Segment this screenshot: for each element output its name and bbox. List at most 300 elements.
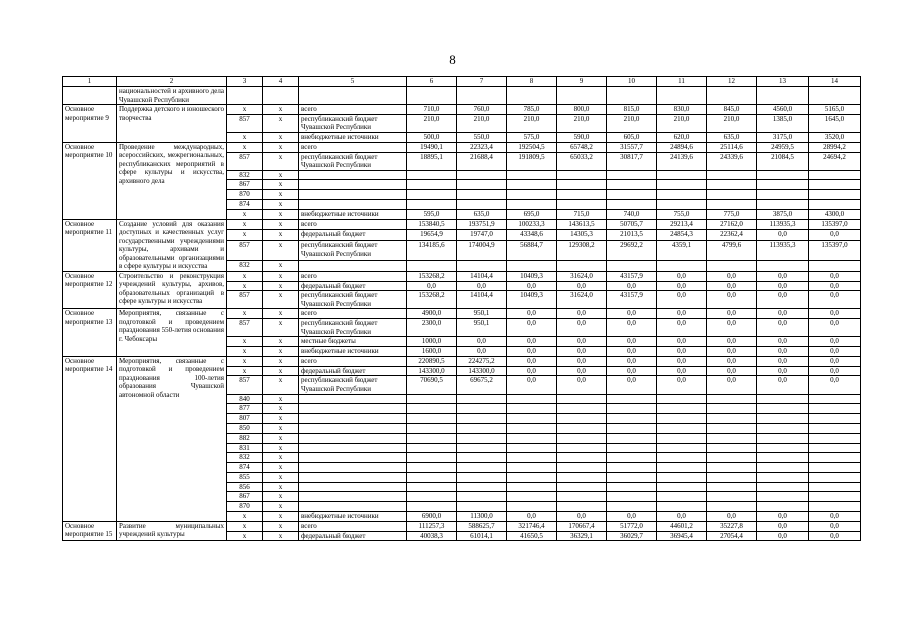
admin-code-cell: х	[227, 356, 263, 366]
value-cell: 0,0	[557, 356, 607, 366]
value-cell: 0,0	[657, 291, 707, 309]
admin-code-cell: х	[227, 132, 263, 142]
value-cell: 100233,3	[507, 219, 557, 230]
admin-code-cell: 870	[227, 190, 263, 200]
empty-cell	[457, 87, 507, 105]
admin-code-cell: 874	[227, 199, 263, 209]
admin-code-cell: 855	[227, 472, 263, 482]
value-cell: 635,0	[457, 209, 507, 219]
value-cell: 21084,5	[757, 152, 809, 170]
value-cell	[707, 199, 757, 209]
value-cell: 950,1	[457, 319, 507, 337]
value-cell	[707, 492, 757, 502]
section-code-cell: х	[263, 132, 299, 142]
admin-code-cell: 857	[227, 291, 263, 309]
value-cell: 56884,7	[507, 241, 557, 261]
value-cell: 845,0	[707, 105, 757, 115]
value-cell: 0,0	[657, 366, 707, 376]
value-cell: 19747,0	[457, 230, 507, 241]
value-cell	[657, 463, 707, 473]
value-cell	[657, 394, 707, 404]
value-cell	[757, 414, 809, 424]
value-cell: 0,0	[707, 376, 757, 394]
value-cell: 0,0	[809, 347, 861, 357]
value-cell	[657, 502, 707, 512]
funding-source-cell: всего	[299, 271, 407, 281]
value-cell	[707, 463, 757, 473]
value-cell: 135397,0	[809, 241, 861, 261]
value-cell	[809, 482, 861, 492]
value-cell: 143300,0	[457, 366, 507, 376]
value-cell: 950,1	[457, 309, 507, 319]
funding-source-cell: республиканский бюджет Чувашской Республики	[299, 376, 407, 394]
value-cell: 321746,4	[507, 521, 557, 531]
table-row	[63, 105, 861, 115]
value-cell: 0,0	[707, 366, 757, 376]
value-cell: 29692,2	[607, 241, 657, 261]
value-cell	[507, 472, 557, 482]
value-cell: 153268,2	[407, 271, 457, 281]
value-cell: 0,0	[507, 366, 557, 376]
value-cell	[757, 443, 809, 453]
value-cell: 0,0	[809, 319, 861, 337]
section-code-cell: х	[263, 472, 299, 482]
admin-code-cell: 832	[227, 170, 263, 180]
admin-code-cell: х	[227, 366, 263, 376]
value-cell: 210,0	[557, 114, 607, 132]
value-cell	[607, 199, 657, 209]
value-cell: 192504,5	[507, 142, 557, 152]
section-code-cell: х	[263, 281, 299, 291]
funding-source-cell	[299, 414, 407, 424]
section-code-cell: х	[263, 453, 299, 463]
value-cell: 22362,4	[707, 230, 757, 241]
value-cell	[557, 423, 607, 433]
value-cell: 134185,6	[407, 241, 457, 261]
value-cell: 0,0	[607, 356, 657, 366]
measure-code-cell: Основное мероприятие 12	[63, 271, 117, 309]
value-cell: 0,0	[809, 271, 861, 281]
value-cell: 0,0	[707, 512, 757, 522]
value-cell	[407, 482, 457, 492]
value-cell	[457, 260, 507, 271]
empty-cell	[707, 87, 757, 105]
value-cell	[507, 414, 557, 424]
section-code-cell: х	[263, 170, 299, 180]
value-cell: 0,0	[457, 281, 507, 291]
value-cell	[757, 423, 809, 433]
value-cell: 65033,2	[557, 152, 607, 170]
value-cell: 775,0	[707, 209, 757, 219]
value-cell	[407, 414, 457, 424]
value-cell: 220890,5	[407, 356, 457, 366]
value-cell	[809, 423, 861, 433]
measure-description-cell: Поддержка детского и юношеского творчества	[117, 105, 227, 143]
value-cell	[557, 180, 607, 190]
value-cell	[757, 170, 809, 180]
value-cell	[407, 394, 457, 404]
measure-description-cell: Создание условий для оказания доступных и качественных услуг государственными учреждениями культуры, архивами и образовательными организациями в сфере культуры и искусства	[117, 219, 227, 271]
admin-code-cell: х	[227, 105, 263, 115]
funding-source-cell	[299, 190, 407, 200]
empty-cell	[227, 87, 263, 105]
value-cell	[657, 492, 707, 502]
value-cell: 22323,4	[457, 142, 507, 152]
value-cell	[657, 190, 707, 200]
value-cell: 0,0	[757, 230, 809, 241]
value-cell: 19654,9	[407, 230, 457, 241]
value-cell: 575,0	[507, 132, 557, 142]
funding-source-cell: внебюджетные источники	[299, 132, 407, 142]
value-cell: 113935,3	[757, 219, 809, 230]
value-cell	[757, 394, 809, 404]
admin-code-cell: 857	[227, 319, 263, 337]
admin-code-cell: х	[227, 337, 263, 347]
value-cell: 31624,0	[557, 271, 607, 281]
value-cell: 760,0	[457, 105, 507, 115]
value-cell: 620,0	[657, 132, 707, 142]
funding-source-cell: внебюджетные источники	[299, 347, 407, 357]
value-cell	[457, 482, 507, 492]
column-header: 9	[557, 77, 607, 87]
value-cell: 550,0	[457, 132, 507, 142]
value-cell: 0,0	[657, 512, 707, 522]
value-cell: 0,0	[657, 356, 707, 366]
empty-cell	[757, 87, 809, 105]
value-cell	[707, 414, 757, 424]
empty-cell	[607, 87, 657, 105]
section-code-cell: х	[263, 142, 299, 152]
funding-source-cell	[299, 423, 407, 433]
value-cell: 0,0	[757, 291, 809, 309]
value-cell	[607, 190, 657, 200]
value-cell	[707, 433, 757, 443]
value-cell	[809, 502, 861, 512]
value-cell: 0,0	[657, 319, 707, 337]
admin-code-cell: х	[227, 142, 263, 152]
measure-description-cell: Мероприятия, связанные с подготовкой и проведением празднования 550-летия основания г. Чебоксары	[117, 309, 227, 356]
value-cell	[707, 443, 757, 453]
funding-source-cell: местные бюджеты	[299, 337, 407, 347]
value-cell: 0,0	[657, 376, 707, 394]
value-cell: 0,0	[607, 347, 657, 357]
value-cell	[607, 423, 657, 433]
value-cell	[657, 423, 707, 433]
funding-source-cell	[299, 260, 407, 271]
section-code-cell: х	[263, 337, 299, 347]
section-code-cell: х	[263, 521, 299, 531]
section-code-cell: х	[263, 291, 299, 309]
value-cell: 174004,9	[457, 241, 507, 261]
table-row	[63, 219, 861, 230]
section-code-cell: х	[263, 309, 299, 319]
funding-source-cell: федеральный бюджет	[299, 230, 407, 241]
admin-code-cell: 882	[227, 433, 263, 443]
value-cell	[707, 260, 757, 271]
empty-cell	[263, 87, 299, 105]
value-cell	[757, 199, 809, 209]
admin-code-cell: 877	[227, 404, 263, 414]
section-code-cell: х	[263, 414, 299, 424]
value-cell	[707, 170, 757, 180]
value-cell: 210,0	[407, 114, 457, 132]
admin-code-cell: 867	[227, 180, 263, 190]
value-cell: 0,0	[707, 337, 757, 347]
admin-code-cell: 857	[227, 376, 263, 394]
value-cell: 191809,5	[507, 152, 557, 170]
funding-source-cell	[299, 394, 407, 404]
value-cell: 0,0	[707, 319, 757, 337]
value-cell: 0,0	[657, 281, 707, 291]
value-cell: 210,0	[657, 114, 707, 132]
value-cell: 0,0	[557, 337, 607, 347]
value-cell	[607, 492, 657, 502]
value-cell: 0,0	[557, 376, 607, 394]
measure-code-cell: Основное мероприятие 14	[63, 356, 117, 521]
value-cell	[507, 433, 557, 443]
table-row	[63, 521, 861, 531]
value-cell	[507, 180, 557, 190]
value-cell	[557, 414, 607, 424]
section-code-cell: х	[263, 219, 299, 230]
section-code-cell: х	[263, 423, 299, 433]
value-cell	[809, 463, 861, 473]
admin-code-cell: 857	[227, 152, 263, 170]
funding-source-cell: всего	[299, 219, 407, 230]
value-cell	[707, 180, 757, 190]
value-cell: 24694,2	[809, 152, 861, 170]
value-cell	[607, 433, 657, 443]
table-row	[63, 271, 861, 281]
value-cell: 10409,3	[507, 291, 557, 309]
admin-code-cell: 856	[227, 482, 263, 492]
value-cell: 500,0	[407, 132, 457, 142]
header-row	[63, 77, 861, 87]
value-cell: 0,0	[507, 512, 557, 522]
value-cell	[457, 190, 507, 200]
section-code-cell: х	[263, 152, 299, 170]
value-cell	[757, 463, 809, 473]
admin-code-cell: 831	[227, 443, 263, 453]
column-header: 5	[299, 77, 407, 87]
value-cell	[657, 260, 707, 271]
value-cell: 815,0	[607, 105, 657, 115]
admin-code-cell: х	[227, 512, 263, 522]
value-cell	[557, 443, 607, 453]
value-cell: 129308,2	[557, 241, 607, 261]
value-cell	[457, 170, 507, 180]
value-cell	[457, 394, 507, 404]
value-cell: 0,0	[507, 347, 557, 357]
value-cell: 0,0	[757, 376, 809, 394]
value-cell	[407, 443, 457, 453]
column-header: 3	[227, 77, 263, 87]
value-cell	[757, 190, 809, 200]
page-number: 8	[449, 52, 456, 67]
value-cell	[507, 482, 557, 492]
value-cell: 21688,4	[457, 152, 507, 170]
funding-source-cell	[299, 463, 407, 473]
value-cell	[809, 414, 861, 424]
funding-source-cell	[299, 443, 407, 453]
value-cell: 0,0	[757, 271, 809, 281]
description-cell: национальностей и архивного дела Чувашской Республики	[117, 87, 227, 105]
section-code-cell: х	[263, 366, 299, 376]
funding-source-cell: всего	[299, 105, 407, 115]
value-cell: 0,0	[657, 337, 707, 347]
table-row	[63, 309, 861, 319]
value-cell	[557, 433, 607, 443]
section-code-cell: х	[263, 502, 299, 512]
value-cell: 0,0	[707, 309, 757, 319]
value-cell: 29213,4	[657, 219, 707, 230]
value-cell	[607, 472, 657, 482]
value-cell	[657, 170, 707, 180]
value-cell: 3175,0	[757, 132, 809, 142]
value-cell: 0,0	[809, 230, 861, 241]
value-cell	[407, 472, 457, 482]
value-cell	[457, 502, 507, 512]
value-cell	[809, 190, 861, 200]
value-cell: 61014,1	[457, 531, 507, 541]
value-cell: 0,0	[757, 309, 809, 319]
value-cell: 40038,3	[407, 531, 457, 541]
value-cell: 70690,5	[407, 376, 457, 394]
value-cell: 0,0	[507, 319, 557, 337]
value-cell: 31557,7	[607, 142, 657, 152]
value-cell	[757, 492, 809, 502]
value-cell: 6900,0	[407, 512, 457, 522]
section-code-cell: х	[263, 190, 299, 200]
value-cell	[557, 492, 607, 502]
value-cell: 36945,4	[657, 531, 707, 541]
admin-code-cell: 874	[227, 463, 263, 473]
value-cell: 0,0	[809, 512, 861, 522]
value-cell: 51772,0	[607, 521, 657, 531]
value-cell: 4799,6	[707, 241, 757, 261]
column-header: 4	[263, 77, 299, 87]
value-cell: 14104,4	[457, 291, 507, 309]
value-cell	[657, 404, 707, 414]
value-cell: 0,0	[809, 356, 861, 366]
value-cell: 113935,3	[757, 241, 809, 261]
value-cell: 24894,6	[657, 142, 707, 152]
value-cell	[557, 472, 607, 482]
value-cell	[809, 260, 861, 271]
value-cell: 28994,2	[809, 142, 861, 152]
value-cell	[507, 199, 557, 209]
column-header: 14	[809, 77, 861, 87]
empty-cell	[809, 87, 861, 105]
value-cell	[407, 453, 457, 463]
value-cell	[457, 492, 507, 502]
value-cell	[707, 404, 757, 414]
value-cell	[457, 443, 507, 453]
column-header: 13	[757, 77, 809, 87]
value-cell: 3875,0	[757, 209, 809, 219]
value-cell: 0,0	[507, 356, 557, 366]
value-cell	[457, 180, 507, 190]
column-header: 1	[63, 77, 117, 87]
empty-cell	[557, 87, 607, 105]
value-cell: 11300,0	[457, 512, 507, 522]
value-cell: 5165,0	[809, 105, 861, 115]
value-cell	[809, 443, 861, 453]
table-row	[63, 356, 861, 366]
section-code-cell: х	[263, 443, 299, 453]
value-cell	[607, 502, 657, 512]
value-cell: 36329,1	[557, 531, 607, 541]
value-cell: 170667,4	[557, 521, 607, 531]
value-cell: 43157,9	[607, 291, 657, 309]
value-cell	[557, 394, 607, 404]
value-cell: 0,0	[607, 281, 657, 291]
value-cell: 210,0	[607, 114, 657, 132]
value-cell: 1600,0	[407, 347, 457, 357]
value-cell	[707, 453, 757, 463]
value-cell	[607, 414, 657, 424]
value-cell: 3520,0	[809, 132, 861, 142]
value-cell: 0,0	[809, 281, 861, 291]
value-cell	[809, 404, 861, 414]
value-cell	[809, 170, 861, 180]
empty-cell	[657, 87, 707, 105]
value-cell: 24139,6	[657, 152, 707, 170]
funding-source-cell: республиканский бюджет Чувашской Республики	[299, 319, 407, 337]
value-cell: 710,0	[407, 105, 457, 115]
admin-code-cell: х	[227, 219, 263, 230]
value-cell	[507, 492, 557, 502]
admin-code-cell: х	[227, 347, 263, 357]
value-cell	[607, 404, 657, 414]
value-cell: 0,0	[707, 271, 757, 281]
value-cell: 0,0	[809, 376, 861, 394]
value-cell: 135397,0	[809, 219, 861, 230]
section-code-cell: х	[263, 356, 299, 366]
empty-cell	[507, 87, 557, 105]
value-cell	[407, 404, 457, 414]
funding-source-cell: всего	[299, 309, 407, 319]
admin-code-cell: 870	[227, 502, 263, 512]
funding-source-cell: всего	[299, 521, 407, 531]
continuation-row	[63, 87, 861, 105]
value-cell	[607, 482, 657, 492]
value-cell	[407, 260, 457, 271]
value-cell	[507, 394, 557, 404]
funding-source-cell: республиканский бюджет Чувашской Республики	[299, 114, 407, 132]
admin-code-cell: 857	[227, 241, 263, 261]
value-cell: 24959,5	[757, 142, 809, 152]
value-cell: 24854,3	[657, 230, 707, 241]
admin-code-cell: 832	[227, 453, 263, 463]
value-cell: 0,0	[607, 376, 657, 394]
value-cell	[809, 472, 861, 482]
funding-source-cell: внебюджетные источники	[299, 512, 407, 522]
value-cell: 0,0	[607, 512, 657, 522]
value-cell: 31624,0	[557, 291, 607, 309]
section-code-cell: х	[263, 209, 299, 219]
section-code-cell: х	[263, 433, 299, 443]
value-cell	[407, 170, 457, 180]
value-cell	[809, 453, 861, 463]
value-cell: 210,0	[457, 114, 507, 132]
value-cell	[457, 199, 507, 209]
admin-code-cell: х	[227, 271, 263, 281]
value-cell	[457, 453, 507, 463]
measure-code-cell: Основное мероприятие 10	[63, 142, 117, 219]
value-cell: 588625,7	[457, 521, 507, 531]
value-cell: 0,0	[507, 337, 557, 347]
